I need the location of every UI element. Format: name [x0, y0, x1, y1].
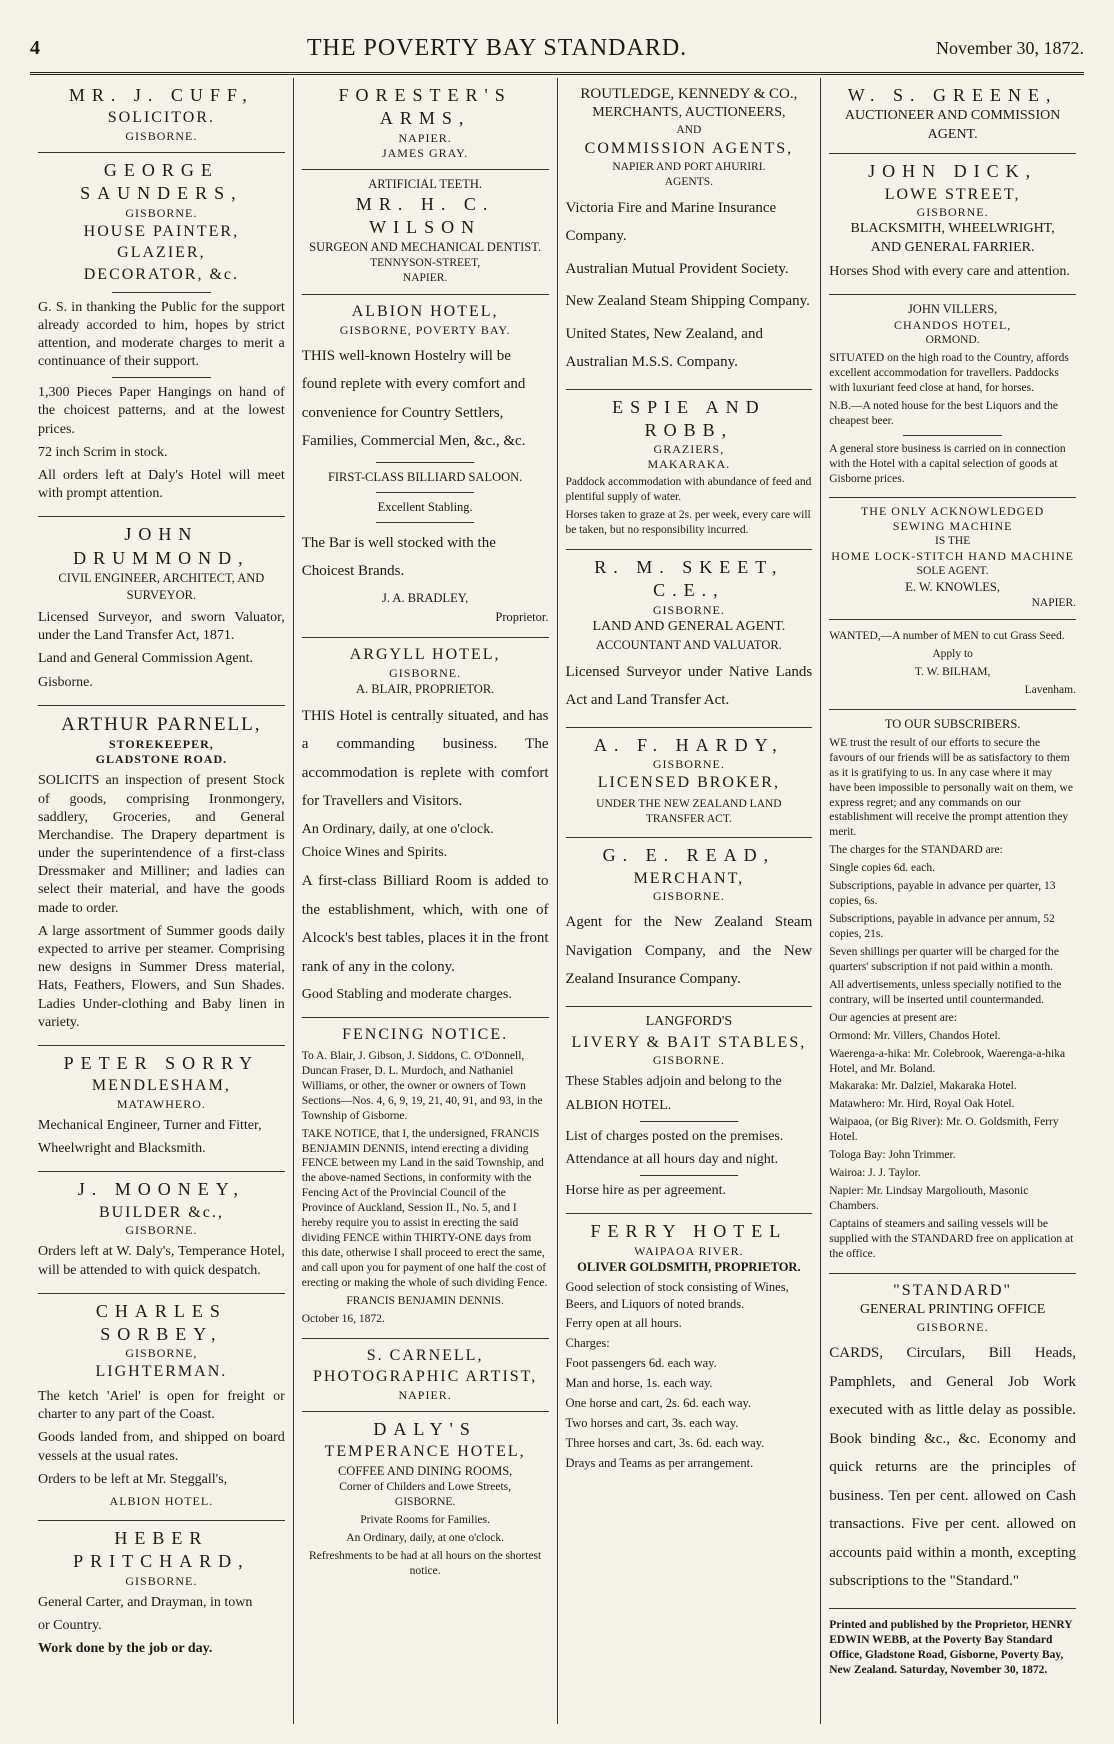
ad-chandos [829, 295, 1076, 498]
ad-conjunction: AND [676, 124, 702, 137]
ad-title: ARGYLL HOTEL, [349, 646, 501, 664]
masthead: THE POVERTY BAY STANDARD. [306, 34, 688, 61]
ad-title: "STANDARD" [893, 1281, 1013, 1299]
ad-subtitle: MERCHANT, [633, 869, 745, 887]
ad-saunders [38, 153, 285, 517]
ad-sorry [38, 1046, 285, 1172]
agency-item: Ormond: Mr. Villers, Chandos Hotel. [829, 1029, 1001, 1042]
ad-place: GISBORNE. [652, 602, 725, 617]
ad-text: SITUATED on the high road to the Country, affords excellent accommodation for travellers. Paddocks with luxuriant feed close at hand, for horses. [829, 351, 1069, 394]
ad-title: ESPIE AND ROBB, [612, 396, 766, 440]
ad-text: Private Rooms for Families. [360, 1513, 490, 1526]
ad-text: or Country. [38, 1617, 102, 1633]
ad-subtitle: COMMISSION AGENTS, [584, 140, 794, 158]
ad-text: G. S. in thanking the Public for the support already accorded to him, hopes by strict attention, and moderate charges to merit a continuance of their support. [38, 299, 285, 370]
ad-title: ARTHUR PARNELL, [61, 713, 262, 735]
ad-subtitle: MERCHANTS, AUCTIONEERS, [592, 105, 786, 121]
ad-text: THIS well-known Hostelry will be found replete with every comfort and convenience for Country Settlers, Families, Commercial Men, &c., &c. [301, 347, 526, 450]
ad-text: Orders to be left at Mr. Steggall's, [38, 1471, 228, 1487]
ad-title: ROUTLEDGE, KENNEDY & CO., [580, 86, 798, 102]
ad-text: Single copies 6d. each. [829, 862, 935, 875]
ad-text: Licensed Surveyor under Native Lands Act and Land Transfer Act. [565, 663, 813, 709]
ad-subtitle: OLIVER GOLDSMITH, PROPRIETOR. [577, 1259, 801, 1274]
ad-read [566, 838, 813, 1006]
ad-place: MAKARAKA. [647, 457, 731, 472]
ad-place: GISBORNE, POVERTY BAY. [339, 322, 511, 337]
ad-sorbey [38, 1294, 285, 1521]
ad-subtitle: SURGEON AND MECHANICAL DENTIST. [309, 240, 542, 255]
ad-address: LOWE STREET, [884, 185, 1021, 203]
ad-text: 72 inch Scrim in stock. [38, 444, 168, 460]
ad-printing-office [829, 1274, 1076, 1609]
ad-hardy [566, 728, 813, 839]
ad-text: Apply to [932, 648, 973, 661]
ad-subtitle: LICENSED BROKER, [597, 774, 780, 792]
ad-text: THIS Hotel is centrally situated, and has a commanding business. The accommodation is replete with comfort for Travellers and Visitors. [301, 707, 549, 810]
ad-place: GISBORNE. [125, 205, 198, 220]
ad-ferry [566, 1214, 813, 1482]
ad-subtitle: SEWING MACHINE [892, 519, 1013, 534]
ad-title: JOHN DICK, [868, 161, 1038, 182]
ad-drummond [38, 517, 285, 705]
ad-signature-role: Proprietor. [495, 610, 549, 625]
ad-heading: AGENTS. [664, 175, 713, 188]
ad-signature: T. W. BILHAM, [914, 666, 991, 678]
ad-text: An Ordinary, daily, at one o'clock. [301, 821, 494, 837]
ad-text: List of charges posted on the premises. [565, 1128, 784, 1144]
ad-title: HEBER PRITCHARD, [73, 1528, 250, 1572]
ad-subtitle: A. BLAIR, PROPRIETOR. [355, 681, 495, 696]
ad-text: UNDER THE NEW ZEALAND LAND TRANSFER ACT. [596, 797, 782, 825]
ad-albion [302, 295, 549, 638]
ad-signature: J. A. BRADLEY, [382, 590, 469, 605]
ad-subtitle: TEMPERANCE HOTEL, [324, 1443, 526, 1461]
ad-subtitle: AND GENERAL FARRIER. [870, 240, 1035, 256]
divider [376, 492, 475, 493]
agency-item: Waerenga-a-hika: Mr. Colebrook, Waerenga-a-hika Hotel, and Mr. Boland. [829, 1047, 1066, 1075]
ad-signature: E. W. KNOWLES, [905, 580, 1001, 595]
ad-place: GISBORNE. [125, 1573, 198, 1588]
ad-text: Subscriptions, payable in advance per annum, 52 copies, 21s. [829, 913, 1055, 940]
ad-pritchard [38, 1521, 285, 1671]
ad-text: ALBION HOTEL. [565, 1097, 672, 1113]
ad-title: ALBION HOTEL, [351, 303, 499, 321]
ad-place: GISBORNE. [652, 889, 725, 904]
ad-title: S. CARNELL, [366, 1346, 484, 1364]
ad-place: GISBORNE. [389, 665, 462, 680]
ad-title: FORESTER'S ARMS, [338, 85, 512, 129]
ad-place: GISBORNE. [916, 1320, 989, 1335]
ad-text: Horses taken to graze at 2s. per week, every care will be taken, but no responsibility incurred. [565, 509, 811, 537]
ad-place: Lavenham. [1024, 683, 1076, 696]
ad-cuff [38, 78, 285, 153]
ad-title: THE ONLY ACKNOWLEDGED [860, 504, 1045, 519]
agency-item: Matawhero: Mr. Hird, Royal Oak Hotel. [829, 1098, 1015, 1111]
ad-text: Wheelwright and Blacksmith. [38, 1141, 206, 1157]
ad-text: A general store business is carried on in connection with the Hotel with a capital selection of goods at Gisborne prices. [829, 442, 1066, 485]
divider [112, 292, 211, 293]
ad-text: Work done by the job or day. [38, 1641, 213, 1657]
ad-place: NAPIER. [402, 272, 448, 285]
ad-subtitle: COFFEE AND DINING ROOMS, [337, 1463, 513, 1478]
ad-foresters [302, 78, 549, 170]
agency-item: Waipaoa, (or Big River): Mr. O. Goldsmith, Ferry Hotel. [829, 1116, 1059, 1144]
ad-text: CARDS, Circulars, Bill Heads, Pamphlets, and General Job Work executed with as little delay as possible. Book binding &c., &c. Economy and quick returns are the principles of business. Ten per cent. allowed on Cash transactions. Five per cent. allowed on accounts paid within a month, excepting subscriptions to the "Standard." [829, 1345, 1076, 1590]
ad-text: Our agencies at present are: [829, 1011, 957, 1024]
ad-text: All advertisements, unless specially notified to the contrary, will be inserted until countermanded. [829, 978, 1062, 1006]
ad-text: To A. Blair, J. Gibson, J. Siddons, C. O'Donnell, Duncan Fraser, D. L. Murdoch, and Nathaniel Williams, or other, the owner or owners of Town Sections—Nos. 4, 6, 9, 19, 21, 40, 91, and 93, in the Township of Gisborne. [301, 1049, 543, 1122]
ad-text: Attendance at all hours day and night. [565, 1152, 779, 1168]
ad-wilson [302, 170, 549, 295]
imprint [829, 1609, 1076, 1689]
divider [903, 435, 1002, 436]
ad-skeet [566, 550, 813, 728]
ad-text: 1,300 Pieces Paper Hangings on hand of the choicest patterns, and at the lowest prices. [38, 385, 285, 437]
ad-dalys [302, 1412, 549, 1589]
ad-text: Mechanical Engineer, Turner and Fitter, [38, 1117, 262, 1133]
ad-title: DALY'S [373, 1418, 477, 1439]
divider [376, 462, 475, 463]
agency-item: Napier: Mr. Lindsay Margoliouth, Masonic Chambers. [829, 1185, 1029, 1212]
ad-text: Choice Wines and Spirits. [301, 844, 448, 860]
ad-title: PETER SORRY [63, 1052, 260, 1073]
agency-item: Wairoa: J. J. Taylor. [829, 1167, 921, 1180]
ad-place: ORMOND. [925, 334, 980, 346]
imprint-text: Printed and published by the Proprietor, HENRY EDWIN WEBB, at the Poverty Bay Standard Office, Gladstone Road, Gisborne, Poverty Bay, New Zealand. Saturday, November 30, 1872. [829, 1618, 1073, 1676]
ad-text: United States, New Zealand, and Australian M.S.S. Company. [565, 325, 763, 371]
ad-place: GISBORNE. [394, 1495, 456, 1508]
ad-subtitle: BLACKSMITH, WHEELWRIGHT, [850, 221, 1055, 237]
page-header [30, 28, 1084, 75]
ad-text: Charges: [565, 1336, 610, 1351]
ad-text: Good Stabling and moderate charges. [301, 987, 512, 1003]
ad-title: CHARLES SORBEY, [95, 1300, 227, 1345]
ad-text: IS THE [935, 535, 971, 548]
ad-place: NAPIER. [398, 1387, 452, 1402]
ad-signature: FRANCIS BENJAMIN DENNIS. [346, 1294, 504, 1307]
ad-place: WAIPAOA RIVER. [634, 1243, 744, 1258]
ad-address: TENNYSON-STREET, [370, 257, 481, 270]
ad-argyll [302, 638, 549, 1018]
ad-title: MR. J. CUFF, [68, 85, 254, 105]
ad-place: GISBORNE. [652, 757, 725, 772]
ad-title: W. S. GREENE, [847, 85, 1058, 105]
agency-item: Tologa Bay: John Trimmer. [829, 1149, 956, 1162]
ad-subtitle: STOREKEEPER, [108, 737, 214, 752]
ad-title: LANGFORD'S [645, 1013, 733, 1029]
ad-text: The Bar is well stocked with the Choicest Brands. [301, 534, 496, 580]
ad-text: TAKE NOTICE, that I, the undersigned, FRANCIS BENJAMIN DENNIS, intend erecting a dividing FENCE between my Land in the said Township, and the above-named Sections, in conformity with the Fencing Act of the Provincial Council of the Province of Auckland, Session II., No. 5, and I hereby require you to assist in erecting the said dividing FENCE within THIRTY-ONE days from this date, otherwise I shall proceed to erect the same, and call upon you for payment of one half the cost of erecting or making the whole of such dividing Fence. [301, 1127, 548, 1289]
ad-subtitle: LIVERY & BAIT STABLES, [571, 1033, 807, 1051]
ad-subtitle: PHOTOGRAPHIC ARTIST, [313, 1368, 538, 1386]
ad-text: All orders left at Daly's Hotel will meet with prompt attention. [38, 468, 285, 502]
ad-subtitle: CIVIL ENGINEER, ARCHITECT, AND SURVEYOR. [58, 571, 265, 603]
ad-title: GEORGE SAUNDERS, [80, 159, 243, 204]
ad-text: The charges for the STANDARD are: [829, 844, 1003, 857]
ad-text: Agent for the New Zealand Steam Navigation Company, and the New Zealand Insurance Company. [565, 914, 813, 988]
ad-subtitle: JOHN VILLERS, [907, 302, 998, 317]
ad-text: Subscriptions, payable in advance per quarter, 13 copies, 6s. [829, 880, 1056, 908]
ad-subtitle: GENERAL PRINTING OFFICE [859, 1302, 1046, 1318]
ad-place: GISBORNE. [916, 205, 989, 220]
ad-place: GLADSTONE ROAD. [95, 752, 228, 767]
ad-title: TO OUR SUBSCRIBERS. [884, 716, 1021, 731]
ad-text: FIRST-CLASS BILLIARD SALOON. [327, 469, 523, 484]
ad-text: Victoria Fire and Marine Insurance Company. [565, 199, 777, 245]
divider [640, 1121, 739, 1122]
rate-item: Foot passengers 6d. each way. [565, 1356, 717, 1371]
ad-text: WE trust the result of our efforts to secure the favours of our friends will be as satisfactory to them as it is gratifying to us. In any case where it may have been impossible to personally wait on them, we express regret; and any commands on our establishment will receive the prompt attention they merit. [829, 736, 1073, 839]
ad-title: JOHN DRUMMOND, [73, 524, 250, 568]
ad-text: An Ordinary, daily, at one o'clock. [346, 1531, 504, 1544]
ad-text: These Stables adjoin and belong to the [565, 1074, 782, 1090]
ad-place: GISBORNE. [125, 1223, 198, 1238]
ad-text: Licensed Surveyor, and sworn Valuator, under the Land Transfer Act, 1871. [38, 609, 285, 644]
ad-place: NAPIER. [1031, 597, 1076, 610]
ad-text: N.B.—A noted house for the best Liquors and the cheapest beer. [829, 399, 1058, 427]
ad-title: J. MOONEY, [77, 1179, 245, 1200]
ad-carnell [302, 1339, 549, 1412]
divider [376, 522, 475, 523]
ad-subscribers [829, 710, 1076, 1274]
ad-address: Corner of Childers and Lowe Streets, [339, 1480, 512, 1493]
column-1 [30, 78, 294, 1724]
ad-text: Australian Mutual Provident Society. [565, 260, 789, 277]
ad-place: GISBORNE, [125, 1346, 198, 1361]
ad-text: Good selection of stock consisting of Wines, Beers, and Liquors of noted brands. [565, 1279, 789, 1311]
rate-item: Two horses and cart, 3s. each way. [565, 1415, 739, 1430]
column-2 [294, 78, 558, 1724]
ad-text: Land and General Commission Agent. [38, 651, 254, 667]
ad-text: Goods landed from, and shipped on board vessels at the usual rates. [38, 1430, 285, 1464]
ad-subtitle: ACCOUNTANT AND VALUATOR. [595, 637, 782, 652]
rate-item: Man and horse, 1s. each way. [565, 1376, 713, 1391]
ad-text: Seven shillings per quarter will be charged for the quarters' subscription if not paid within a month. [829, 945, 1059, 973]
ad-place: MATAWHERO. [116, 1096, 206, 1111]
issue-date: November 30, 1872. [936, 37, 1084, 58]
ad-heading: ARTIFICIAL TEETH. [368, 176, 483, 191]
ad-text: Orders left at W. Daly's, Temperance Hotel, will be attended to with quick despatch. [38, 1244, 285, 1278]
ad-text: ALBION HOTEL. [109, 1494, 214, 1508]
ad-subtitle: MENDLESHAM, [91, 1077, 231, 1095]
ad-espie [566, 390, 813, 551]
ad-title: FENCING NOTICE. [342, 1026, 509, 1044]
ad-text: Horse hire as per agreement. [565, 1183, 727, 1199]
ad-title: G. E. READ, [602, 845, 776, 866]
ad-greene [829, 78, 1076, 154]
ad-place: NAPIER. [398, 130, 452, 145]
ad-text: Gisborne. [38, 674, 93, 690]
ad-routledge [566, 78, 813, 390]
ad-dick [829, 154, 1076, 295]
rate-item: One horse and cart, 2s. 6d. each way. [565, 1395, 752, 1410]
ad-text: General Carter, and Drayman, in town [38, 1594, 253, 1610]
ad-text: WANTED,—A number of MEN to cut Grass Seed. [829, 630, 1065, 643]
agency-item: Makaraka: Mr. Dalziel, Makaraka Hotel. [829, 1080, 1017, 1093]
ad-place: NAPIER AND PORT AHURIRI. [612, 160, 766, 173]
ad-fencing [302, 1018, 549, 1338]
ad-sewing-machine [829, 498, 1076, 620]
ad-text: Paddock accommodation with abundance of feed and plentiful supply of water. [565, 476, 812, 504]
ad-subtitle: LIGHTERMAN. [95, 1363, 228, 1381]
ad-parnell [38, 706, 285, 1046]
ad-subtitle: JAMES GRAY. [381, 145, 469, 160]
ad-langford [566, 1007, 813, 1214]
ad-text: SOLE AGENT. [916, 565, 989, 578]
column-4 [821, 78, 1084, 1724]
ad-subtitle: SOLICITOR. [107, 109, 215, 127]
ad-title: MR. H. C. WILSON [355, 193, 495, 238]
divider [640, 1175, 739, 1176]
ad-text: A large assortment of Summer goods daily expected to arrive per steamer. Comprising new designs in Summer Dress material, Hats, Feathers, Flowers, and Sun Shades. Ladies Under-clothing and Baby linen in variety. [38, 923, 285, 1030]
ad-text: Horses Shod with every care and attention. [829, 263, 1070, 279]
ad-wanted [829, 620, 1076, 710]
ad-text: Ferry open at all hours. [565, 1316, 682, 1331]
ad-title: FERRY HOTEL [590, 1221, 788, 1242]
rate-item: Drays and Teams as per arrangement. [565, 1455, 754, 1470]
ad-title: A. F. HARDY, [594, 734, 784, 755]
ad-date: October 16, 1872. [301, 1312, 385, 1325]
divider [112, 377, 211, 378]
ad-mooney [38, 1172, 285, 1293]
ad-subtitle: BUILDER &c., [98, 1203, 224, 1221]
ad-subtitle: AUCTIONEER AND COMMISSION AGENT. [844, 108, 1061, 143]
columns [30, 78, 1084, 1724]
ad-subtitle: HOME LOCK-STITCH HAND MACHINE [831, 549, 1074, 564]
ad-subtitle: DECORATOR, &c. [83, 265, 239, 283]
ad-title: CHANDOS HOTEL, [893, 318, 1012, 332]
ad-text: Refreshments to be had at all hours on the shortest notice. [309, 1549, 542, 1577]
ad-text: Captains of steamers and sailing vessels will be supplied with the STANDARD free on application at the office. [829, 1217, 1074, 1260]
ad-place: GISBORNE. [125, 128, 198, 143]
ad-text: The ketch 'Ariel' is open for freight or charter to any part of the Coast. [38, 1389, 285, 1423]
ad-subtitle: HOUSE PAINTER, GLAZIER, [83, 222, 240, 262]
ad-title: R. M. SKEET, C.E., [594, 557, 784, 601]
ad-text: Excellent Stabling. [377, 499, 473, 514]
ad-text: New Zealand Steam Shipping Company. [565, 293, 810, 310]
rate-item: Three horses and cart, 3s. 6d. each way. [565, 1435, 765, 1450]
page-number: 4 [30, 36, 40, 59]
ad-place: GISBORNE. [652, 1053, 725, 1068]
ad-text: SOLICITS an inspection of present Stock of goods, comprising Ironmongery, saddlery, Groceries, and General Merchandise. The Drapery department is under the superintendence of a first-class Dressmaker and Milliner; and ladies can select their material, and have the goods made to order. [38, 773, 285, 916]
ad-subtitle: GRAZIERS, [653, 442, 725, 457]
column-3 [558, 78, 822, 1724]
ad-subtitle: LAND AND GENERAL AGENT. [592, 618, 786, 634]
ad-text: A first-class Billiard Room is added to the establishment, which, with one of Alcock's best tables, places it in the front rank of any in the colony. [301, 873, 549, 975]
